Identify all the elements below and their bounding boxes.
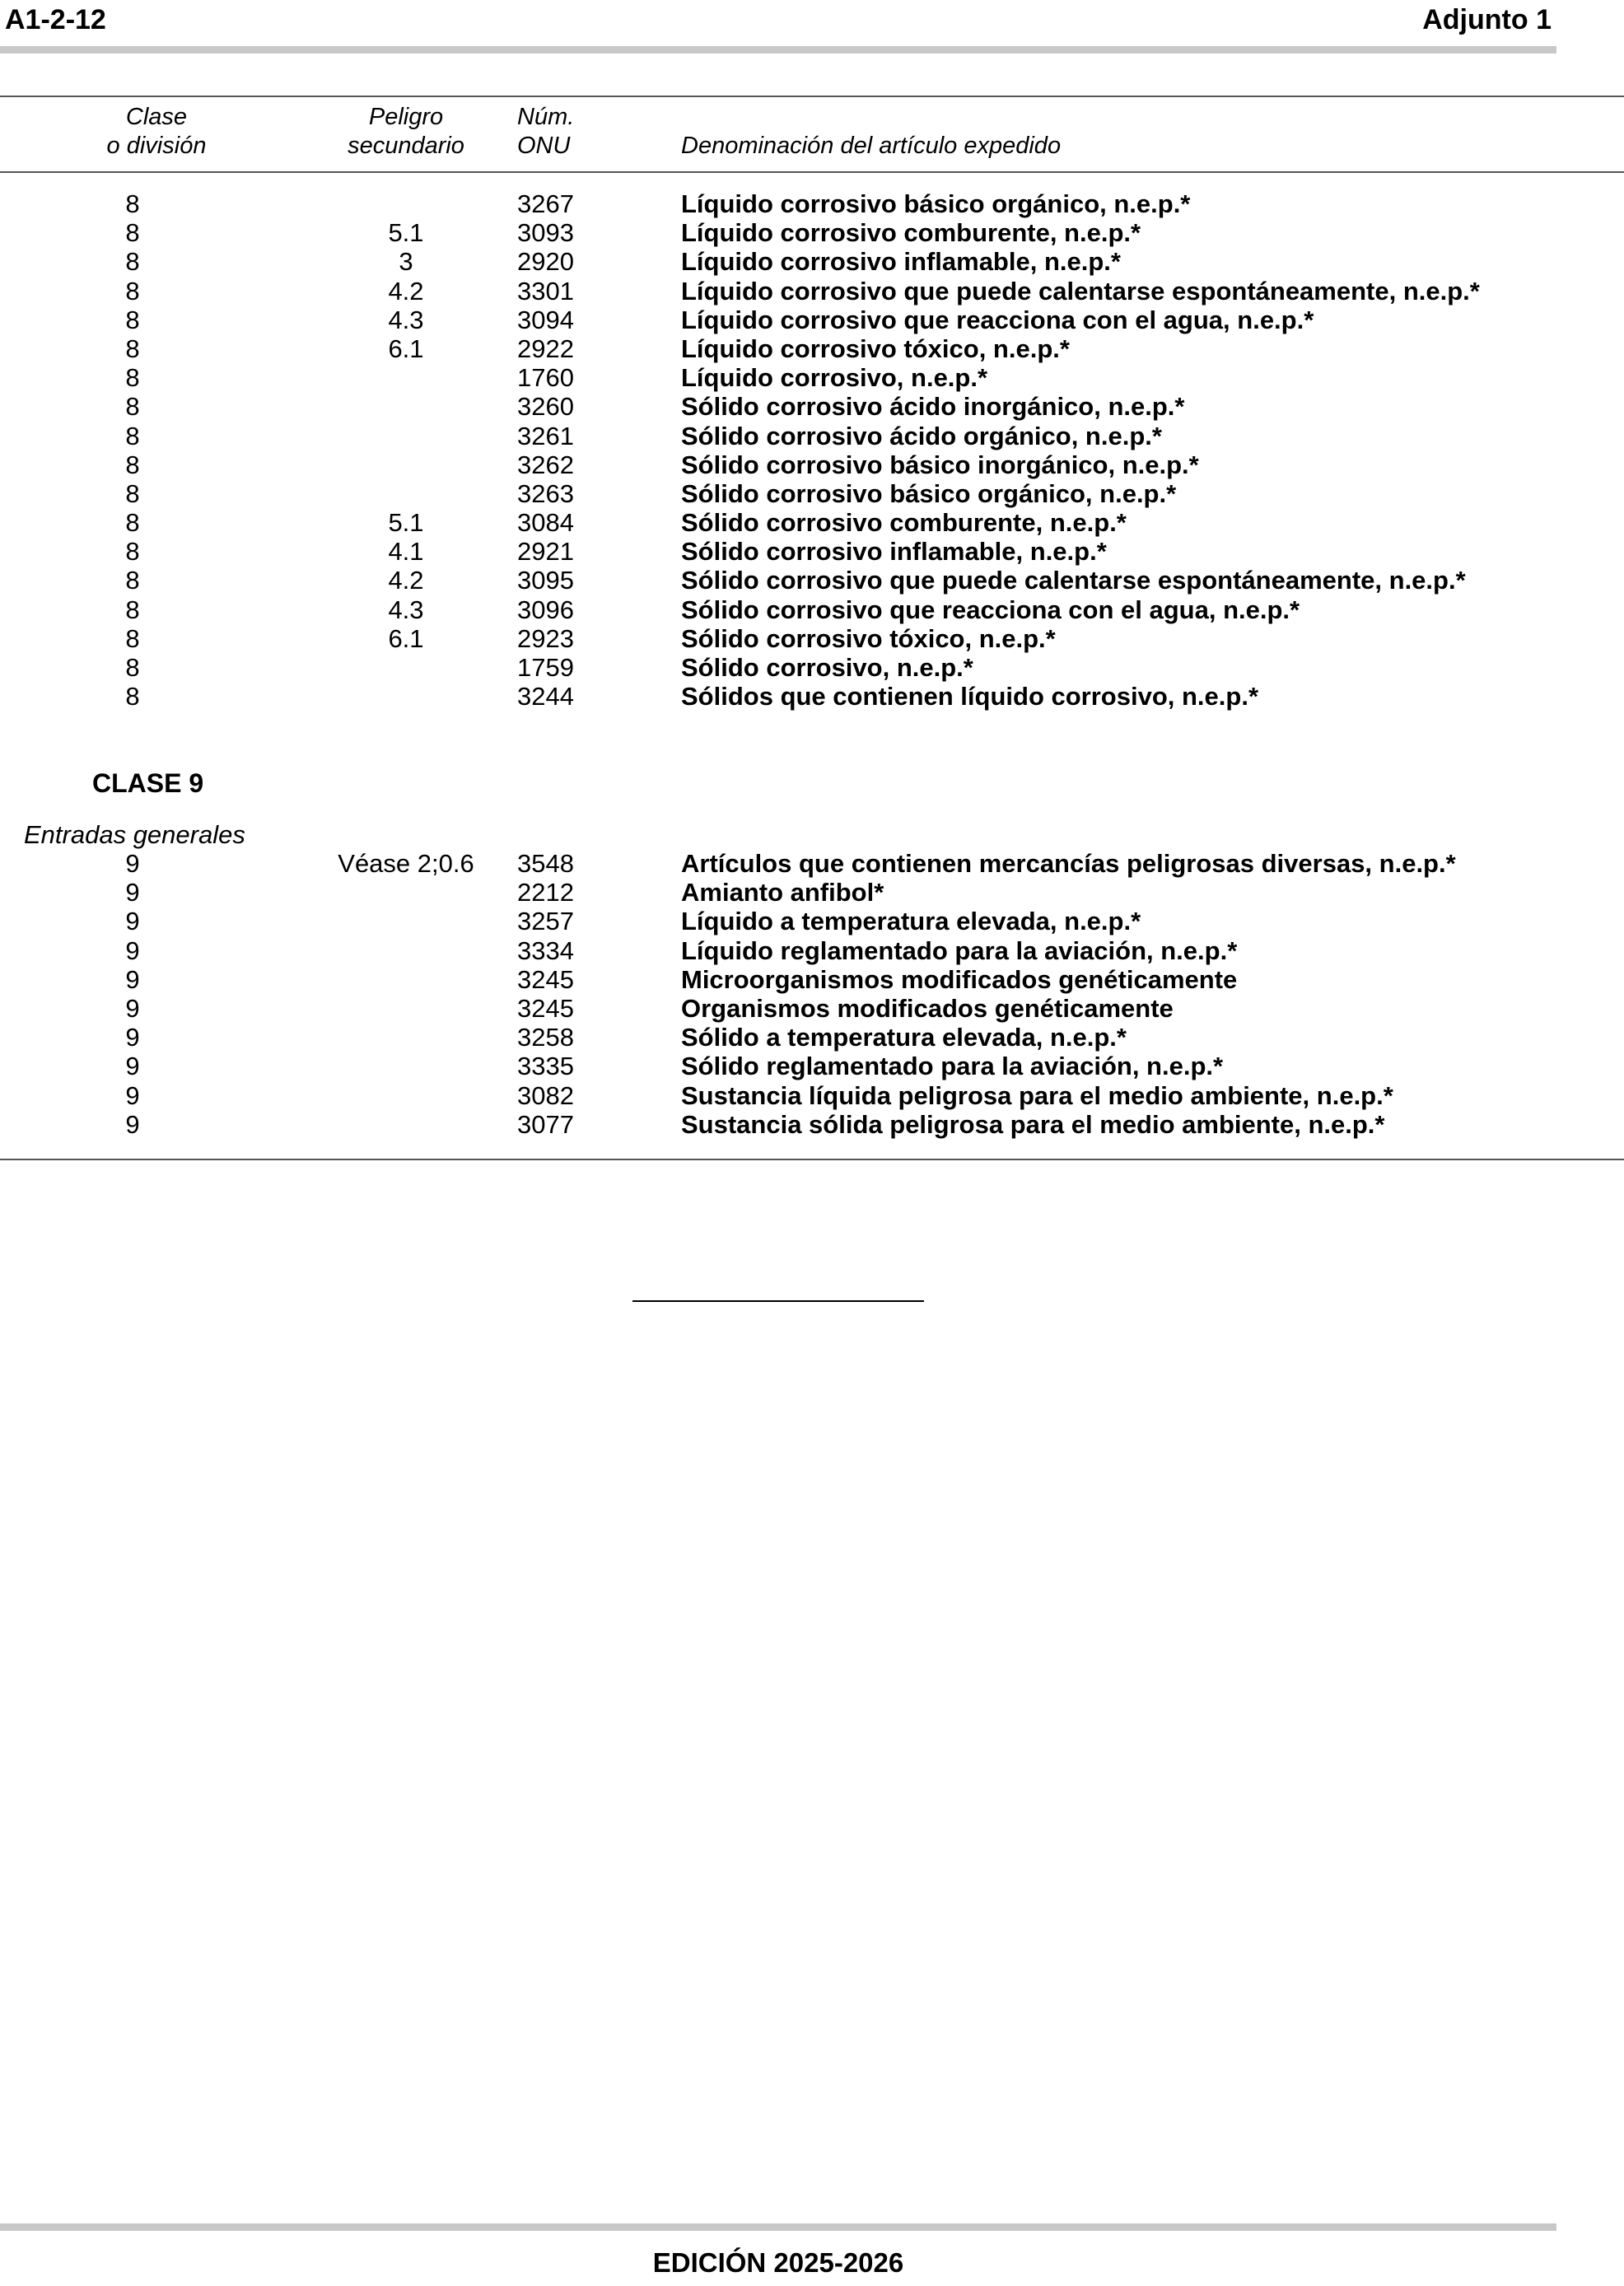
cell-clase: 8 — [125, 450, 140, 479]
cell-onu: 3258 — [517, 1023, 574, 1052]
cell-denominacion: Sólido corrosivo básico orgánico, n.e.p.* — [681, 478, 1177, 508]
page-code: A1-2-12 — [5, 4, 106, 35]
cell-denominacion: Sustancia sólida peligrosa para el medio ambiente, n.e.p.* — [681, 1109, 1385, 1139]
cell-denominacion: Amianto anfibol* — [681, 878, 884, 907]
table-row — [0, 277, 1624, 306]
cell-onu: 3334 — [517, 935, 574, 965]
cell-onu: 3263 — [517, 478, 574, 508]
general-entries-subheading: Entradas generales — [24, 820, 245, 849]
table-row — [0, 218, 1624, 247]
table-row — [0, 566, 1624, 595]
cell-clase: 8 — [125, 218, 140, 248]
cell-onu: 3094 — [517, 305, 574, 334]
cell-denominacion: Sólido corrosivo ácido orgánico, n.e.p.* — [681, 421, 1162, 450]
cell-denominacion: Líquido reglamentado para la aviación, n.e.p.* — [681, 935, 1238, 965]
cell-clase: 8 — [125, 508, 140, 538]
page-header-title: Adjunto 1 — [1422, 4, 1552, 35]
cell-peligro: 4.3 — [388, 595, 424, 624]
cell-clase: 8 — [125, 566, 140, 595]
cell-peligro: 4.2 — [388, 566, 424, 595]
cell-onu: 2920 — [517, 247, 574, 277]
header-divider — [0, 46, 1556, 54]
cell-onu: 3301 — [517, 276, 574, 306]
cell-denominacion: Sólido corrosivo ácido inorgánico, n.e.p.* — [681, 392, 1185, 422]
cell-denominacion: Sustancia líquida peligrosa para el medio ambiente, n.e.p.* — [681, 1080, 1393, 1110]
cell-denominacion: Artículos que contienen mercancías peligrosas diversas, n.e.p.* — [681, 849, 1456, 878]
cell-clase: 8 — [125, 247, 140, 277]
table-row — [0, 1081, 1624, 1110]
cell-onu: 3084 — [517, 508, 574, 538]
table-row — [0, 965, 1624, 994]
cell-onu: 3096 — [517, 595, 574, 624]
cell-peligro: 4.2 — [388, 276, 424, 306]
cell-clase: 8 — [125, 537, 140, 567]
cell-clase: 8 — [125, 421, 140, 450]
cell-clase: 8 — [125, 682, 140, 711]
column-header-peligro — [324, 103, 488, 161]
table-row — [0, 682, 1624, 711]
cell-denominacion: Sólido corrosivo tóxico, n.e.p.* — [681, 623, 1056, 653]
cell-clase: 8 — [125, 623, 140, 653]
cell-onu: 3260 — [517, 392, 574, 422]
table-row — [0, 508, 1624, 537]
table-row — [0, 334, 1624, 363]
cell-denominacion: Líquido corrosivo tóxico, n.e.p.* — [681, 334, 1070, 363]
cell-clase: 8 — [125, 653, 140, 682]
header-bottom-rule — [0, 171, 1624, 173]
cell-onu: 2922 — [517, 334, 574, 363]
cell-onu: 3261 — [517, 421, 574, 450]
cell-peligro: 6.1 — [388, 334, 424, 363]
table-row — [0, 1110, 1624, 1139]
cell-peligro: Véase 2;0.6 — [338, 849, 474, 878]
cell-onu: 3082 — [517, 1080, 574, 1110]
cell-clase: 9 — [125, 993, 140, 1023]
cell-clase: 8 — [125, 305, 140, 334]
cell-clase: 9 — [125, 1109, 140, 1139]
cell-onu: 3267 — [517, 189, 574, 218]
table-row — [0, 849, 1624, 878]
cell-onu: 3257 — [517, 907, 574, 936]
cell-onu: 3245 — [517, 993, 574, 1023]
cell-peligro: 3 — [399, 247, 413, 277]
cell-onu: 3245 — [517, 964, 574, 994]
table-row — [0, 450, 1624, 479]
cell-clase: 9 — [125, 1052, 140, 1081]
table-row — [0, 363, 1624, 392]
cell-denominacion: Líquido corrosivo, n.e.p.* — [681, 363, 988, 393]
cell-denominacion: Organismos modificados genéticamente — [681, 993, 1174, 1023]
cell-onu: 2923 — [517, 623, 574, 653]
cell-clase: 9 — [125, 1080, 140, 1110]
cell-peligro: 6.1 — [388, 623, 424, 653]
column-header-peligro-line1: Peligro — [368, 104, 444, 130]
cell-clase: 8 — [125, 276, 140, 306]
table-row — [0, 422, 1624, 450]
end-of-section-line — [632, 1300, 924, 1302]
cell-denominacion: Líquido corrosivo que puede calentarse espontáneamente, n.e.p.* — [681, 276, 1480, 306]
cell-clase: 9 — [125, 907, 140, 936]
cell-onu: 3093 — [517, 218, 574, 248]
cell-clase: 8 — [125, 392, 140, 422]
column-header-clase-line2: o división — [106, 133, 207, 159]
edition-footer: EDICIÓN 2025-2026 — [652, 2247, 904, 2278]
cell-peligro: 5.1 — [388, 508, 424, 538]
table-row — [0, 1052, 1624, 1080]
cell-clase: 8 — [125, 478, 140, 508]
table-row — [0, 936, 1624, 965]
table-row — [0, 907, 1624, 935]
cell-onu: 3262 — [517, 450, 574, 479]
cell-denominacion: Sólido corrosivo que puede calentarse espontáneamente, n.e.p.* — [681, 566, 1466, 595]
cell-denominacion: Líquido corrosivo básico orgánico, n.e.p.* — [681, 189, 1191, 218]
table-row — [0, 537, 1624, 566]
cell-clase: 8 — [125, 595, 140, 624]
cell-onu: 2212 — [517, 878, 574, 907]
table-row — [0, 878, 1624, 907]
cell-denominacion: Sólido corrosivo que reacciona con el agua, n.e.p.* — [681, 595, 1300, 624]
cell-onu: 3077 — [517, 1109, 574, 1139]
table-top-rule — [0, 96, 1624, 97]
cell-denominacion: Líquido corrosivo inflamable, n.e.p.* — [681, 247, 1121, 277]
cell-denominacion: Sólido reglamentado para la aviación, n.e.p.* — [681, 1052, 1224, 1081]
cell-clase: 8 — [125, 189, 140, 218]
table-row — [0, 479, 1624, 508]
cell-peligro: 4.3 — [388, 305, 424, 334]
column-header-num-line2: ONU — [517, 133, 571, 159]
class8-table-body — [0, 189, 1624, 711]
table-row — [0, 1023, 1624, 1052]
table-row — [0, 624, 1624, 653]
cell-denominacion: Sólido corrosivo comburente, n.e.p.* — [681, 508, 1127, 538]
class9-table-body — [0, 849, 1624, 1139]
cell-onu: 1760 — [517, 363, 574, 393]
cell-denominacion: Sólido a temperatura elevada, n.e.p.* — [681, 1023, 1127, 1052]
table-row — [0, 994, 1624, 1023]
table-row — [0, 595, 1624, 624]
column-header-num-onu — [517, 103, 616, 161]
cell-clase: 8 — [125, 334, 140, 363]
cell-clase: 9 — [125, 849, 140, 878]
cell-clase: 9 — [125, 964, 140, 994]
cell-clase: 8 — [125, 363, 140, 393]
cell-peligro: 5.1 — [388, 218, 424, 248]
cell-clase: 9 — [125, 878, 140, 907]
column-header-clase-line1: Clase — [125, 104, 188, 130]
column-header-denominacion: Denominación del artículo expedido — [681, 133, 1062, 159]
cell-onu: 3095 — [517, 566, 574, 595]
column-header-clase — [91, 103, 222, 161]
column-header-peligro-line2: secundario — [348, 133, 464, 159]
cell-onu: 1759 — [517, 653, 574, 682]
footer-divider — [0, 2223, 1556, 2231]
cell-denominacion: Sólido corrosivo, n.e.p.* — [681, 653, 973, 682]
column-header-num-line1: Núm. — [517, 104, 575, 130]
cell-denominacion: Líquido a temperatura elevada, n.e.p.* — [681, 907, 1141, 936]
cell-denominacion: Sólido corrosivo básico inorgánico, n.e.p.* — [681, 450, 1199, 479]
table-row — [0, 392, 1624, 421]
table-row — [0, 189, 1624, 218]
table-bottom-rule — [0, 1159, 1624, 1160]
table-row — [0, 247, 1624, 276]
cell-clase: 9 — [125, 1023, 140, 1052]
cell-denominacion: Líquido corrosivo comburente, n.e.p.* — [681, 218, 1141, 248]
table-row — [0, 306, 1624, 334]
cell-peligro: 4.1 — [388, 537, 424, 567]
table-row — [0, 653, 1624, 682]
cell-denominacion: Líquido corrosivo que reacciona con el agua, n.e.p.* — [681, 305, 1314, 334]
cell-clase: 9 — [125, 935, 140, 965]
class9-heading: CLASE 9 — [92, 768, 204, 798]
cell-onu: 3335 — [517, 1052, 574, 1081]
cell-denominacion: Microorganismos modificados genéticamente — [681, 964, 1238, 994]
cell-onu: 2921 — [517, 537, 574, 567]
cell-denominacion: Sólido corrosivo inflamable, n.e.p.* — [681, 537, 1107, 567]
cell-onu: 3548 — [517, 849, 574, 878]
cell-denominacion: Sólidos que contienen líquido corrosivo, n.e.p.* — [681, 682, 1259, 711]
cell-onu: 3244 — [517, 682, 574, 711]
